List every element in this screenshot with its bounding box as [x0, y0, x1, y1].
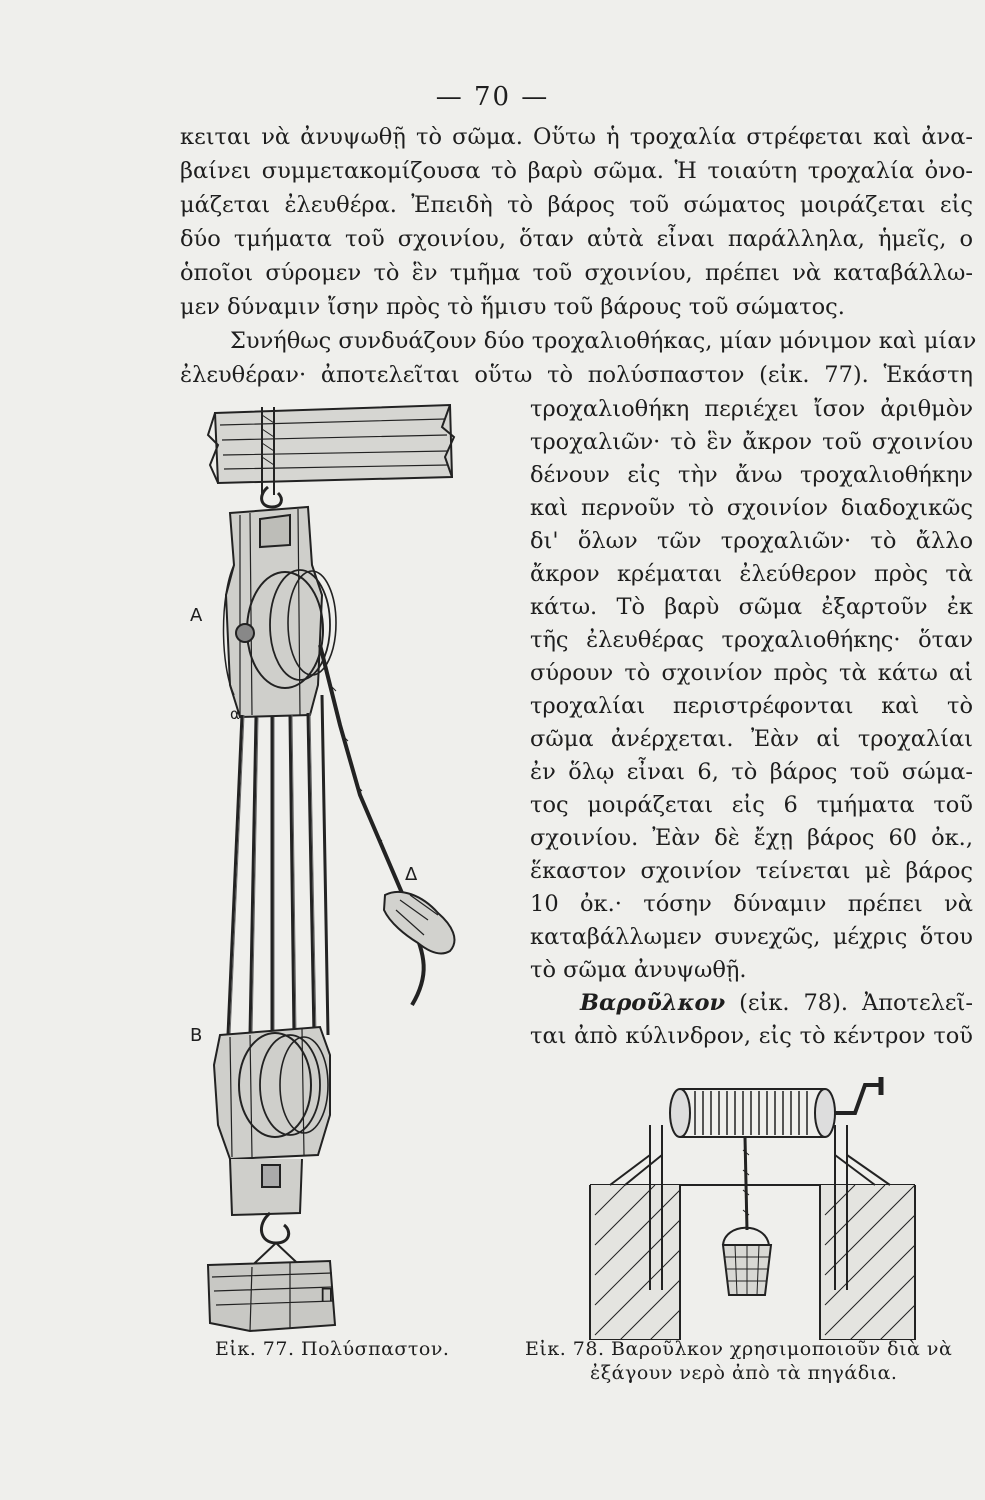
label-a-small: α	[230, 705, 240, 723]
figure-78-caption-line2: ἐξάγουν νερὸ ἀπὸ τὰ πηγάδια.	[590, 1362, 898, 1384]
page-number: — 70 —	[435, 82, 550, 112]
text-span: (εἰκ. 78). Ἀποτελεῖ-	[725, 990, 973, 1016]
text-line: μάζεται ἐλευθέρα. Ἐπειδὴ τὸ βάρος τοῦ σώματος μοιράζεται εἰς	[180, 192, 973, 218]
text-line: τροχαλιοθήκη περιέχει ἴσον ἀριθμὸν	[530, 396, 973, 422]
text-line: σχοινίου. Ἐὰν δὲ ἔχῃ βάρος 60 ὀκ.,	[530, 825, 973, 851]
text-line: ται ἀπὸ κύλινδρον, εἰς τὸ κέντρον τοῦ	[530, 1023, 973, 1049]
label-a: A	[190, 605, 203, 626]
label-p: Π	[320, 1285, 334, 1306]
figure-78-caption-line1: Εἰκ. 78. Βαροῦλκον χρησιμοποιοῦν διὰ νὰ	[525, 1338, 953, 1360]
text-line: τος μοιράζεται εἰς 6 τμήματα τοῦ	[530, 792, 973, 818]
text-line: κάτω. Τὸ βαρὺ σῶμα ἐξαρτοῦν ἐκ	[530, 594, 973, 620]
text-line: τῆς ἐλευθέρας τροχαλιοθήκης· ὅταν	[530, 627, 973, 653]
text-line: βαίνει συμμετακομίζουσα τὸ βαρὺ σῶμα. Ἡ τοιαύτη τροχαλία ὀνο-	[180, 158, 973, 184]
label-b: B	[190, 1025, 203, 1046]
text-line: ἐλευθέραν· ἀποτελεῖται οὕτω τὸ πολύσπαστον (εἰκ. 77). Ἑκάστη	[180, 362, 973, 388]
text-line: δύο τμήματα τοῦ σχοινίου, ὅταν αὐτὰ εἶναι παράλληλα, ἡμεῖς, ο	[180, 226, 973, 252]
text-line: τροχαλιῶν· τὸ ἓν ἄκρον τοῦ σχοινίου	[530, 429, 973, 455]
figure-78-windlass	[585, 1055, 920, 1340]
text-line: σύρουν τὸ σχοινίον πρὸς τὰ κάτω αἱ	[530, 660, 973, 686]
text-line: ἄκρον κρέμαται ἐλεύθερον πρὸς τὰ	[530, 561, 973, 587]
text-line: σῶμα ἀνέρχεται. Ἐὰν αἱ τροχαλίαι	[530, 726, 973, 752]
figure-77-block-and-tackle	[190, 395, 490, 1335]
text-line: δένουν εἰς τὴν ἄνω τροχαλιοθήκην	[530, 462, 973, 488]
text-line: ὁποῖοι σύρομεν τὸ ἓν τμῆμα τοῦ σχοινίου, πρέπει νὰ καταβάλλω-	[180, 260, 973, 286]
text-line: ἕκαστον σχοινίον τείνεται μὲ βάρος	[530, 858, 973, 884]
text-line: καταβάλλωμεν συνεχῶς, μέχρις ὅτου	[530, 924, 973, 950]
text-line: δι' ὅλων τῶν τροχαλιῶν· τὸ ἄλλο	[530, 528, 973, 554]
text-line: τροχαλίαι περιστρέφονται καὶ τὸ	[530, 693, 973, 719]
text-line: 10 ὀκ.· τόσην δύναμιν πρέπει νὰ	[530, 891, 973, 917]
text-line	[530, 988, 973, 1018]
text-line: καὶ περνοῦν τὸ σχοινίον διαδοχικῶς	[530, 495, 973, 521]
text-line: Συνήθως συνδυάζουν δύο τροχαλιοθήκας, μίαν μόνιμον καὶ μίαν	[230, 328, 977, 354]
text-line: κειται νὰ ἀνυψωθῇ τὸ σῶμα. Οὕτω ἡ τροχαλία στρέφεται καὶ ἀνα-	[180, 124, 973, 150]
term-baroulkon: Βαροῦλκον	[580, 990, 726, 1016]
text-line: τὸ σῶμα ἀνυψωθῇ.	[530, 957, 747, 983]
figure-77-caption: Εἰκ. 77. Πολύσπαστον.	[215, 1338, 450, 1360]
text-line: μεν δύναμιν ἴσην πρὸς τὸ ἥμισυ τοῦ βάρους τοῦ σώματος.	[180, 294, 845, 320]
text-line: ἐν ὅλῳ εἶναι 6, τὸ βάρος τοῦ σώμα-	[530, 759, 973, 785]
label-d: Δ	[405, 864, 418, 885]
